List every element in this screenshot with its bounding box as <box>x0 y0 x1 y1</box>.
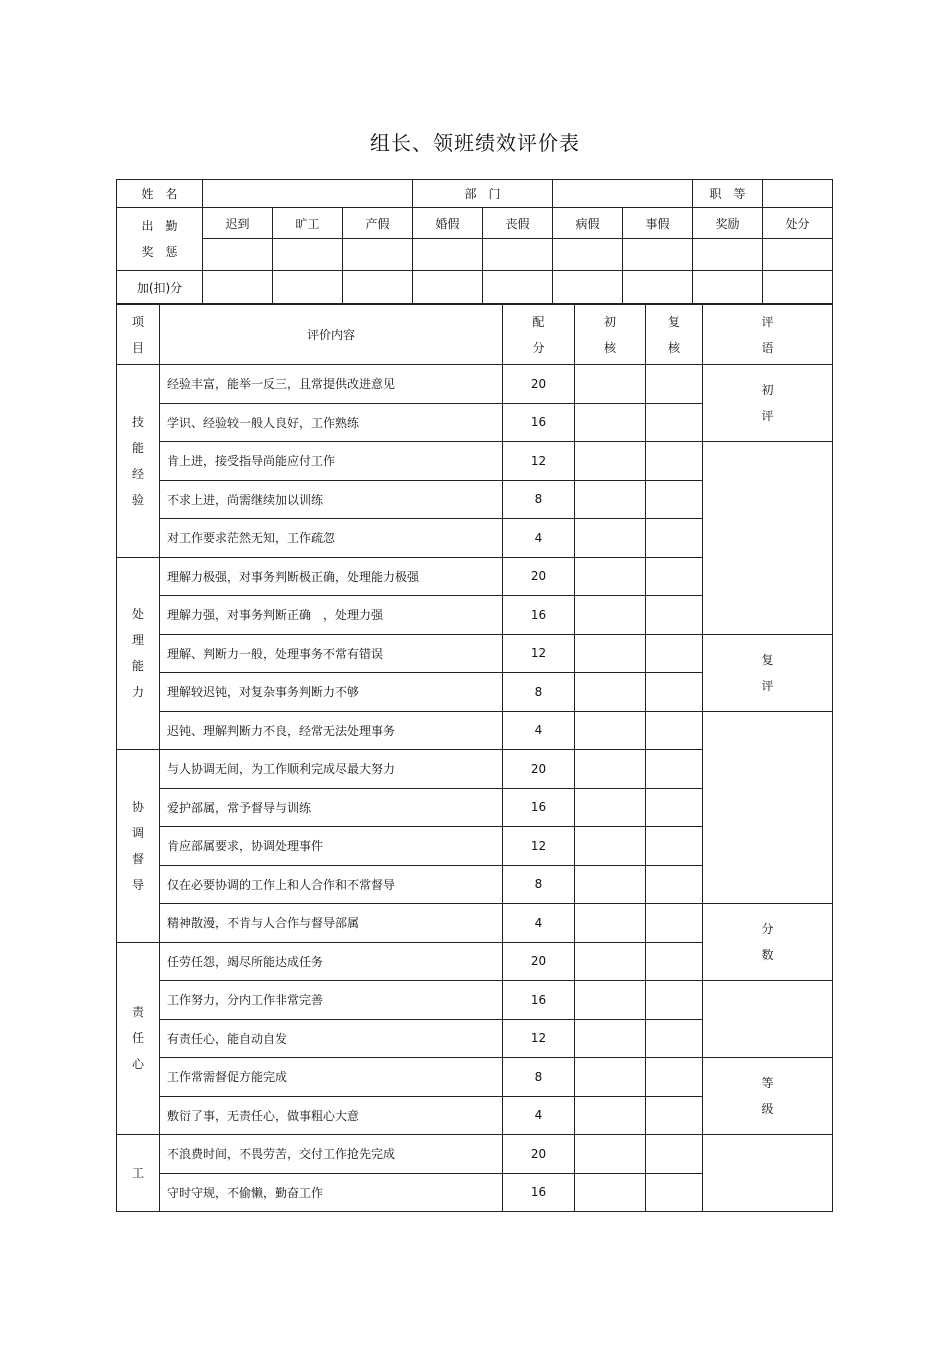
score-value: 20 <box>503 365 575 404</box>
side-label-score: 分 数 <box>703 904 833 981</box>
bonus-cell[interactable] <box>273 271 343 304</box>
criteria-text: 任劳任怨，竭尽所能达成任务 <box>160 942 503 981</box>
criteria-text: 理解力极强，对事务判断极正确，处理能力极强 <box>160 557 503 596</box>
category-label: 技 能 经 验 <box>117 365 160 558</box>
second-review-cell[interactable] <box>646 1096 703 1135</box>
criteria-text: 工作常需督促方能完成 <box>160 1058 503 1097</box>
side-label-second: 复 评 <box>703 634 833 711</box>
second-review-cell[interactable] <box>646 442 703 481</box>
attendance-cell[interactable] <box>553 239 623 271</box>
name-field[interactable] <box>203 180 413 208</box>
score-value: 20 <box>503 750 575 789</box>
col-absent: 旷工 <box>273 208 343 239</box>
comment-cell[interactable] <box>703 1135 833 1212</box>
first-review-cell[interactable] <box>575 365 646 404</box>
eval-row <box>117 365 833 404</box>
criteria-text: 理解、判断力一般，处理事务不常有错误 <box>160 634 503 673</box>
second-review-cell[interactable] <box>646 673 703 712</box>
eval-row <box>117 1058 833 1097</box>
score-value: 4 <box>503 904 575 943</box>
comment-cell[interactable] <box>703 442 833 635</box>
category-label: 责 任 心 <box>117 942 160 1135</box>
first-review-cell[interactable] <box>575 904 646 943</box>
first-review-cell[interactable] <box>575 673 646 712</box>
rank-label: 职 等 <box>693 180 763 208</box>
criteria-text: 迟钝、理解判断力不良，经常无法处理事务 <box>160 711 503 750</box>
second-review-cell[interactable] <box>646 788 703 827</box>
criteria-text: 理解较迟钝，对复杂事务判断力不够 <box>160 673 503 712</box>
col-comment-header: 评 语 <box>703 305 833 365</box>
criteria-text: 肯应部属要求，协调处理事件 <box>160 827 503 866</box>
bonus-cell[interactable] <box>343 271 413 304</box>
second-review-cell[interactable] <box>646 365 703 404</box>
first-review-cell[interactable] <box>575 1173 646 1212</box>
col-late: 迟到 <box>203 208 273 239</box>
eval-row <box>117 634 833 673</box>
score-value: 20 <box>503 1135 575 1174</box>
side-label-first: 初 评 <box>703 365 833 442</box>
second-review-cell[interactable] <box>646 711 703 750</box>
score-value: 8 <box>503 865 575 904</box>
criteria-text: 有责任心，能自动自发 <box>160 1019 503 1058</box>
first-review-cell[interactable] <box>575 557 646 596</box>
second-review-cell[interactable] <box>646 942 703 981</box>
attendance-cell[interactable] <box>203 239 273 271</box>
eval-row <box>117 1135 833 1174</box>
category-label: 工 <box>117 1135 160 1212</box>
criteria-text: 敷衍了事，无责任心，做事粗心大意 <box>160 1096 503 1135</box>
first-review-cell[interactable] <box>575 1019 646 1058</box>
first-review-cell[interactable] <box>575 480 646 519</box>
score-value: 16 <box>503 981 575 1020</box>
second-review-cell[interactable] <box>646 1058 703 1097</box>
second-review-cell[interactable] <box>646 827 703 866</box>
score-value: 16 <box>503 596 575 635</box>
first-review-cell[interactable] <box>575 711 646 750</box>
criteria-text: 与人协调无间，为工作顺利完成尽最大努力 <box>160 750 503 789</box>
col-sick: 病假 <box>553 208 623 239</box>
first-review-cell[interactable] <box>575 865 646 904</box>
criteria-text: 对工作要求茫然无知，工作疏忽 <box>160 519 503 558</box>
first-review-cell[interactable] <box>575 519 646 558</box>
second-review-cell[interactable] <box>646 865 703 904</box>
attendance-cell[interactable] <box>343 239 413 271</box>
evaluation-table <box>116 304 833 1212</box>
score-value: 4 <box>503 519 575 558</box>
col-personal: 事假 <box>623 208 693 239</box>
attendance-label: 出 勤 奖 惩 <box>117 208 203 271</box>
criteria-text: 仅在必要协调的工作上和人合作和不常督导 <box>160 865 503 904</box>
col-marriage: 婚假 <box>413 208 483 239</box>
second-review-cell[interactable] <box>646 634 703 673</box>
attendance-cell[interactable] <box>693 239 763 271</box>
criteria-text: 肯上进，接受指导尚能应付工作 <box>160 442 503 481</box>
second-review-cell[interactable] <box>646 403 703 442</box>
score-value: 8 <box>503 480 575 519</box>
second-review-cell[interactable] <box>646 1019 703 1058</box>
criteria-text: 经验丰富，能举一反三，且常提供改进意见 <box>160 365 503 404</box>
bonus-cell[interactable] <box>413 271 483 304</box>
name-label: 姓 名 <box>117 180 203 208</box>
category-label: 协 调 督 导 <box>117 750 160 943</box>
eval-row <box>117 981 833 1020</box>
dept-label: 部 门 <box>413 180 553 208</box>
bonus-label: 加(扣)分 <box>117 271 203 304</box>
first-review-cell[interactable] <box>575 1096 646 1135</box>
score-value: 16 <box>503 403 575 442</box>
col-score-header: 配 分 <box>503 305 575 365</box>
col-maternity: 产假 <box>343 208 413 239</box>
second-review-cell[interactable] <box>646 750 703 789</box>
criteria-text: 理解力强，对事务判断正确 ，处理力强 <box>160 596 503 635</box>
first-review-cell[interactable] <box>575 827 646 866</box>
second-review-cell[interactable] <box>646 1135 703 1174</box>
bonus-cell[interactable] <box>623 271 693 304</box>
second-review-cell[interactable] <box>646 519 703 558</box>
eval-row <box>117 442 833 481</box>
comment-cell[interactable] <box>703 711 833 904</box>
score-value: 16 <box>503 1173 575 1212</box>
second-review-cell[interactable] <box>646 557 703 596</box>
first-review-cell[interactable] <box>575 1058 646 1097</box>
col-funeral: 丧假 <box>483 208 553 239</box>
criteria-text: 爱护部属，常予督导与训练 <box>160 788 503 827</box>
col-second-review-header: 复 核 <box>646 305 703 365</box>
criteria-text: 不浪费时间，不畏劳苦，交付工作抢先完成 <box>160 1135 503 1174</box>
attendance-cell[interactable] <box>763 239 833 271</box>
second-review-cell[interactable] <box>646 1173 703 1212</box>
score-value: 4 <box>503 711 575 750</box>
criteria-text: 工作努力，分内工作非常完善 <box>160 981 503 1020</box>
second-review-cell[interactable] <box>646 981 703 1020</box>
score-value: 4 <box>503 1096 575 1135</box>
score-value: 16 <box>503 788 575 827</box>
first-review-cell[interactable] <box>575 634 646 673</box>
first-review-cell[interactable] <box>575 403 646 442</box>
score-value: 12 <box>503 1019 575 1058</box>
first-review-cell[interactable] <box>575 442 646 481</box>
score-value: 20 <box>503 942 575 981</box>
second-review-cell[interactable] <box>646 904 703 943</box>
first-review-cell[interactable] <box>575 596 646 635</box>
col-penalty: 处分 <box>763 208 833 239</box>
eval-row <box>117 711 833 750</box>
criteria-text: 精神散漫，不肯与人合作与督导部属 <box>160 904 503 943</box>
bonus-cell[interactable] <box>203 271 273 304</box>
attendance-cell[interactable] <box>623 239 693 271</box>
first-review-cell[interactable] <box>575 788 646 827</box>
col-first-review-header: 初 核 <box>575 305 646 365</box>
first-review-cell[interactable] <box>575 750 646 789</box>
first-review-cell[interactable] <box>575 981 646 1020</box>
bonus-cell[interactable] <box>693 271 763 304</box>
col-reward: 奖励 <box>693 208 763 239</box>
score-value: 20 <box>503 557 575 596</box>
second-review-cell[interactable] <box>646 480 703 519</box>
first-review-cell[interactable] <box>575 942 646 981</box>
score-value: 12 <box>503 634 575 673</box>
criteria-text: 不求上进，尚需继续加以训练 <box>160 480 503 519</box>
comment-cell[interactable] <box>703 981 833 1058</box>
criteria-text: 守时守规，不偷懒，勤奋工作 <box>160 1173 503 1212</box>
info-table <box>116 179 833 304</box>
page-title: 组长、领班绩效评价表 <box>370 131 580 155</box>
attendance-cell[interactable] <box>483 239 553 271</box>
score-value: 8 <box>503 1058 575 1097</box>
score-value: 12 <box>503 827 575 866</box>
eval-row <box>117 904 833 943</box>
side-label-grade: 等 级 <box>703 1058 833 1135</box>
dept-field[interactable] <box>553 180 693 208</box>
bonus-cell[interactable] <box>483 271 553 304</box>
attendance-cell[interactable] <box>413 239 483 271</box>
first-review-cell[interactable] <box>575 1135 646 1174</box>
attendance-cell[interactable] <box>273 239 343 271</box>
category-label: 处 理 能 力 <box>117 557 160 750</box>
col-item-header: 项 目 <box>117 305 160 365</box>
rank-field[interactable] <box>763 180 833 208</box>
second-review-cell[interactable] <box>646 596 703 635</box>
col-content-header: 评价内容 <box>160 305 503 365</box>
bonus-cell[interactable] <box>553 271 623 304</box>
criteria-text: 学识、经验较一般人良好，工作熟练 <box>160 403 503 442</box>
score-value: 12 <box>503 442 575 481</box>
bonus-cell[interactable] <box>763 271 833 304</box>
score-value: 8 <box>503 673 575 712</box>
